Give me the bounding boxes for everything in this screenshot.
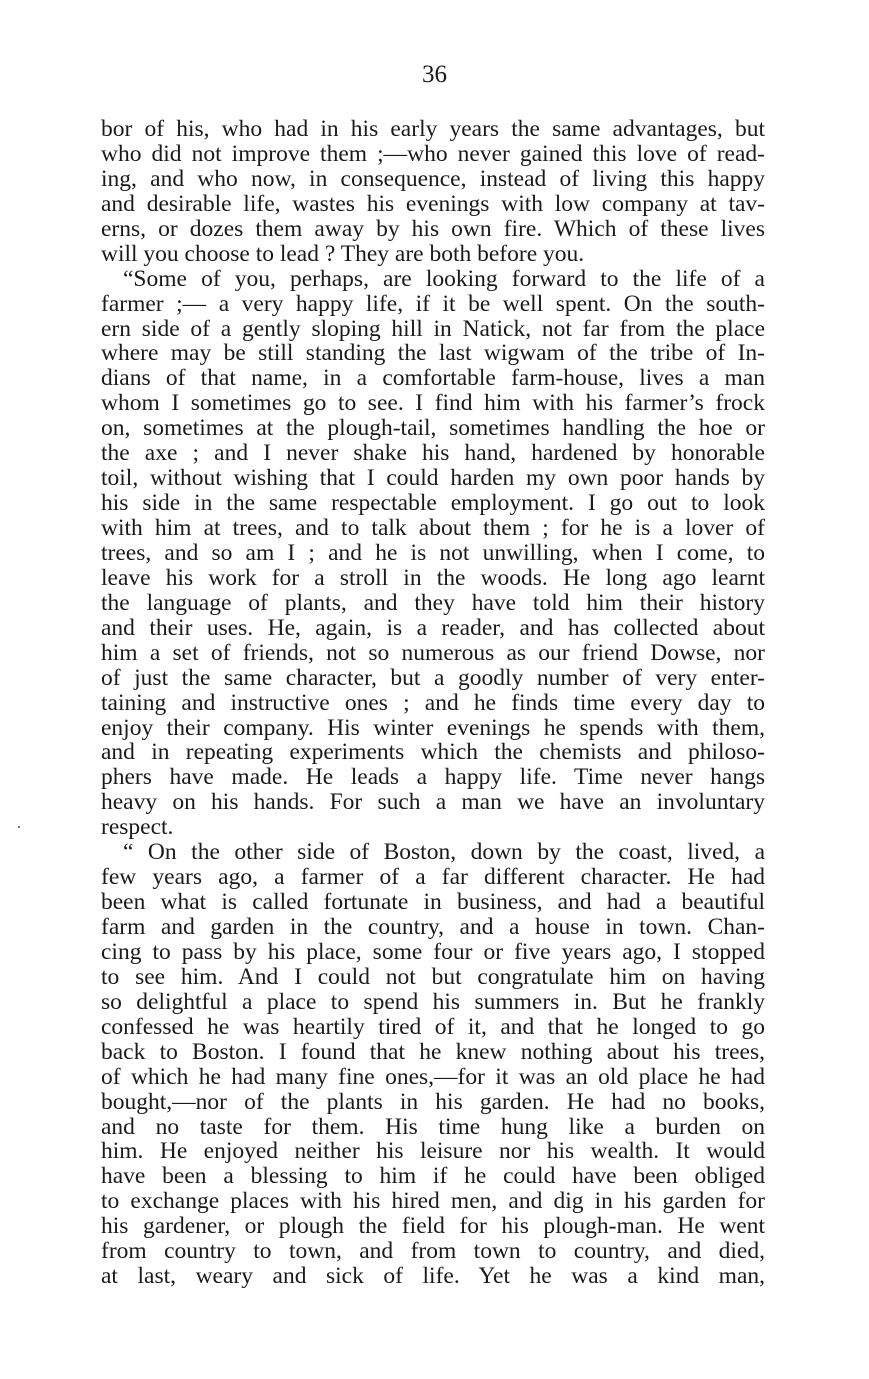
text-line: with him at trees, and to talk about them ; for he is a lover of bbox=[101, 515, 765, 541]
text-line: his gardener, or plough the field for his plough-man. He went bbox=[101, 1213, 765, 1240]
text-line: heavy on his hands. For such a man we have an involuntary bbox=[101, 789, 765, 816]
text-line: cing to pass by his place, some four or five years ago, I stopped bbox=[101, 938, 765, 965]
text-line: to see him. And I could not but congratulate him on having bbox=[101, 963, 765, 990]
text-line: confessed he was heartily tired of it, and that he longed to go bbox=[101, 1013, 765, 1040]
text-line: who did not improve them ;—who never gained this love of read- bbox=[101, 140, 765, 167]
text-line: him a set of friends, not so numerous as our friend Dowse, nor bbox=[101, 639, 765, 666]
text-line: and no taste for them. His time hung like a burden on bbox=[101, 1113, 765, 1140]
text-line: of just the same character, but a goodly number of very enter- bbox=[101, 664, 765, 691]
text-line: and in repeating experiments which the chemists and philoso- bbox=[101, 739, 765, 766]
paragraph bbox=[101, 117, 765, 267]
text-line: have been a blessing to him if he could have been obliged bbox=[101, 1163, 765, 1190]
text-line: on, sometimes at the plough-tail, sometimes handling the hoe or bbox=[101, 415, 765, 442]
text-line: his side in the same respectable employment. I go out to look bbox=[101, 490, 765, 517]
text-line: “Some of you, perhaps, are looking forward to the life of a bbox=[123, 265, 765, 292]
text-line: whom I sometimes go to see. I find him with his farmer’s frock bbox=[101, 390, 765, 417]
text-line: toil, without wishing that I could harden my own poor hands by bbox=[101, 465, 765, 492]
text-line: respect. bbox=[101, 814, 174, 841]
text-line: and desirable life, wastes his evenings with low company at tav- bbox=[101, 190, 765, 217]
text-line: bought,—nor of the plants in his garden. He had no books, bbox=[101, 1088, 765, 1115]
text-line: phers have made. He leads a happy life. Time never hangs bbox=[101, 764, 765, 791]
text-line: will you choose to lead ? They are both before you. bbox=[101, 240, 585, 267]
text-line: few years ago, a farmer of a far different character. He had bbox=[101, 864, 765, 891]
text-line: and their uses. He, again, is a reader, and has collected about bbox=[101, 614, 765, 641]
text-line: at last, weary and sick of life. Yet he was a kind man, bbox=[101, 1263, 765, 1290]
text-line: back to Boston. I found that he knew nothing about his trees, bbox=[101, 1038, 765, 1065]
margin-speck bbox=[18, 826, 20, 828]
page-number: 36 bbox=[422, 61, 447, 88]
text-line: erns, or dozes them away by his own fire. Which of these lives bbox=[101, 215, 765, 242]
text-line: to exchange places with his hired men, and dig in his garden for bbox=[101, 1188, 765, 1215]
text-line: of which he had many fine ones,—for it was an old place he had bbox=[101, 1063, 765, 1090]
text-line: the axe ; and I never shake his hand, hardened by honorable bbox=[101, 440, 765, 467]
text-line: taining and instructive ones ; and he finds time every day to bbox=[101, 689, 765, 716]
text-line: trees, and so am I ; and he is not unwilling, when I come, to bbox=[101, 539, 765, 566]
text-line: where may be still standing the last wigwam of the tribe of In- bbox=[101, 340, 765, 367]
text-line: bor of his, who had in his early years the same advantages, but bbox=[101, 116, 765, 142]
text-line: farmer ;— a very happy life, if it be well spent. On the south- bbox=[101, 290, 765, 317]
text-line: ing, and who now, in consequence, instead of living this happy bbox=[101, 165, 765, 192]
text-line: ern side of a gently sloping hill in Natick, not far from the place bbox=[101, 315, 765, 342]
text-line: farm and garden in the country, and a house in town. Chan- bbox=[101, 914, 765, 940]
paragraph bbox=[101, 267, 765, 841]
paragraph bbox=[101, 840, 765, 1289]
text-line: from country to town, and from town to country, and died, bbox=[101, 1238, 765, 1265]
text-line: enjoy their company. His winter evenings he spends with them, bbox=[101, 714, 765, 741]
text-line: dians of that name, in a comfortable farm-house, lives a man bbox=[101, 365, 765, 392]
text-line: leave his work for a stroll in the woods. He long ago learnt bbox=[101, 564, 765, 591]
text-line: “ On the other side of Boston, down by the coast, lived, a bbox=[123, 839, 765, 866]
text-line: the language of plants, and they have told him their history bbox=[101, 589, 765, 616]
text-line: been what is called fortunate in business, and had a beautiful bbox=[101, 889, 765, 916]
text-line: so delightful a place to spend his summers in. But he frankly bbox=[101, 988, 765, 1015]
text-line: him. He enjoyed neither his leisure nor his wealth. It would bbox=[101, 1138, 765, 1165]
body-text bbox=[101, 117, 765, 1289]
